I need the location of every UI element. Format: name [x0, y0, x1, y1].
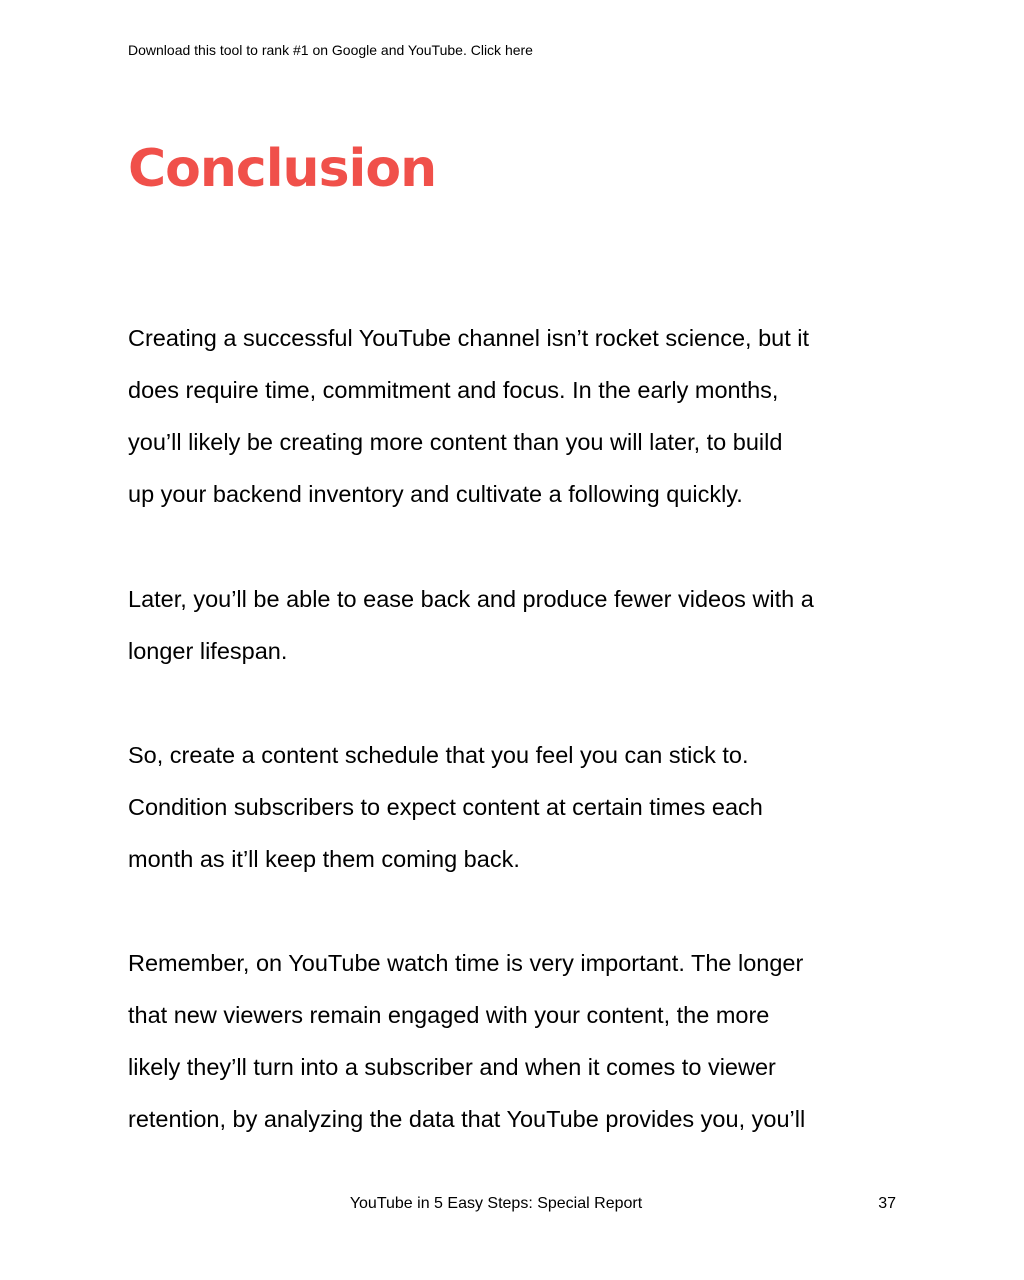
page-title: Conclusion: [128, 139, 437, 199]
footer-report-title: YouTube in 5 Easy Steps: Special Report: [349, 1195, 643, 1212]
page-number: 37: [878, 1195, 896, 1212]
body-text: [128, 312, 918, 520]
paragraph-line: you’ll likely be creating more content than you will later, to build: [128, 429, 783, 455]
paragraph-line: longer lifespan.: [128, 638, 288, 664]
paragraph-line: Later, you’ll be able to ease back and produce fewer videos with a: [128, 586, 814, 612]
paragraph-line: that new viewers remain engaged with your content, the more: [128, 1002, 770, 1028]
paragraph-line: up your backend inventory and cultivate a following quickly.: [128, 481, 743, 507]
paragraph-line: Creating a successful YouTube channel isn’t rocket science, but it: [128, 325, 810, 351]
paragraph-3: [128, 729, 918, 885]
paragraph-2: [128, 573, 918, 677]
paragraph-line: likely they’ll turn into a subscriber and when it comes to viewer: [128, 1054, 776, 1080]
paragraph-line: So, create a content schedule that you feel you can stick to.: [128, 742, 749, 768]
download-tool-link[interactable]: Download this tool to rank #1 on Google and YouTube. Click here: [128, 42, 533, 58]
paragraph-line: retention, by analyzing the data that YouTube provides you, you’ll: [128, 1106, 806, 1132]
body-text: [128, 573, 918, 677]
paragraph-line: Remember, on YouTube watch time is very important. The longer: [128, 950, 804, 976]
body-text: [128, 729, 918, 885]
paragraph-line: Condition subscribers to expect content at certain times each: [128, 794, 763, 820]
body-text: [128, 937, 918, 1145]
paragraph-line: month as it’ll keep them coming back.: [128, 846, 520, 872]
paragraph-line: does require time, commitment and focus. In the early months,: [128, 377, 779, 403]
paragraph-4: [128, 937, 918, 1145]
paragraph-1: [128, 312, 918, 520]
